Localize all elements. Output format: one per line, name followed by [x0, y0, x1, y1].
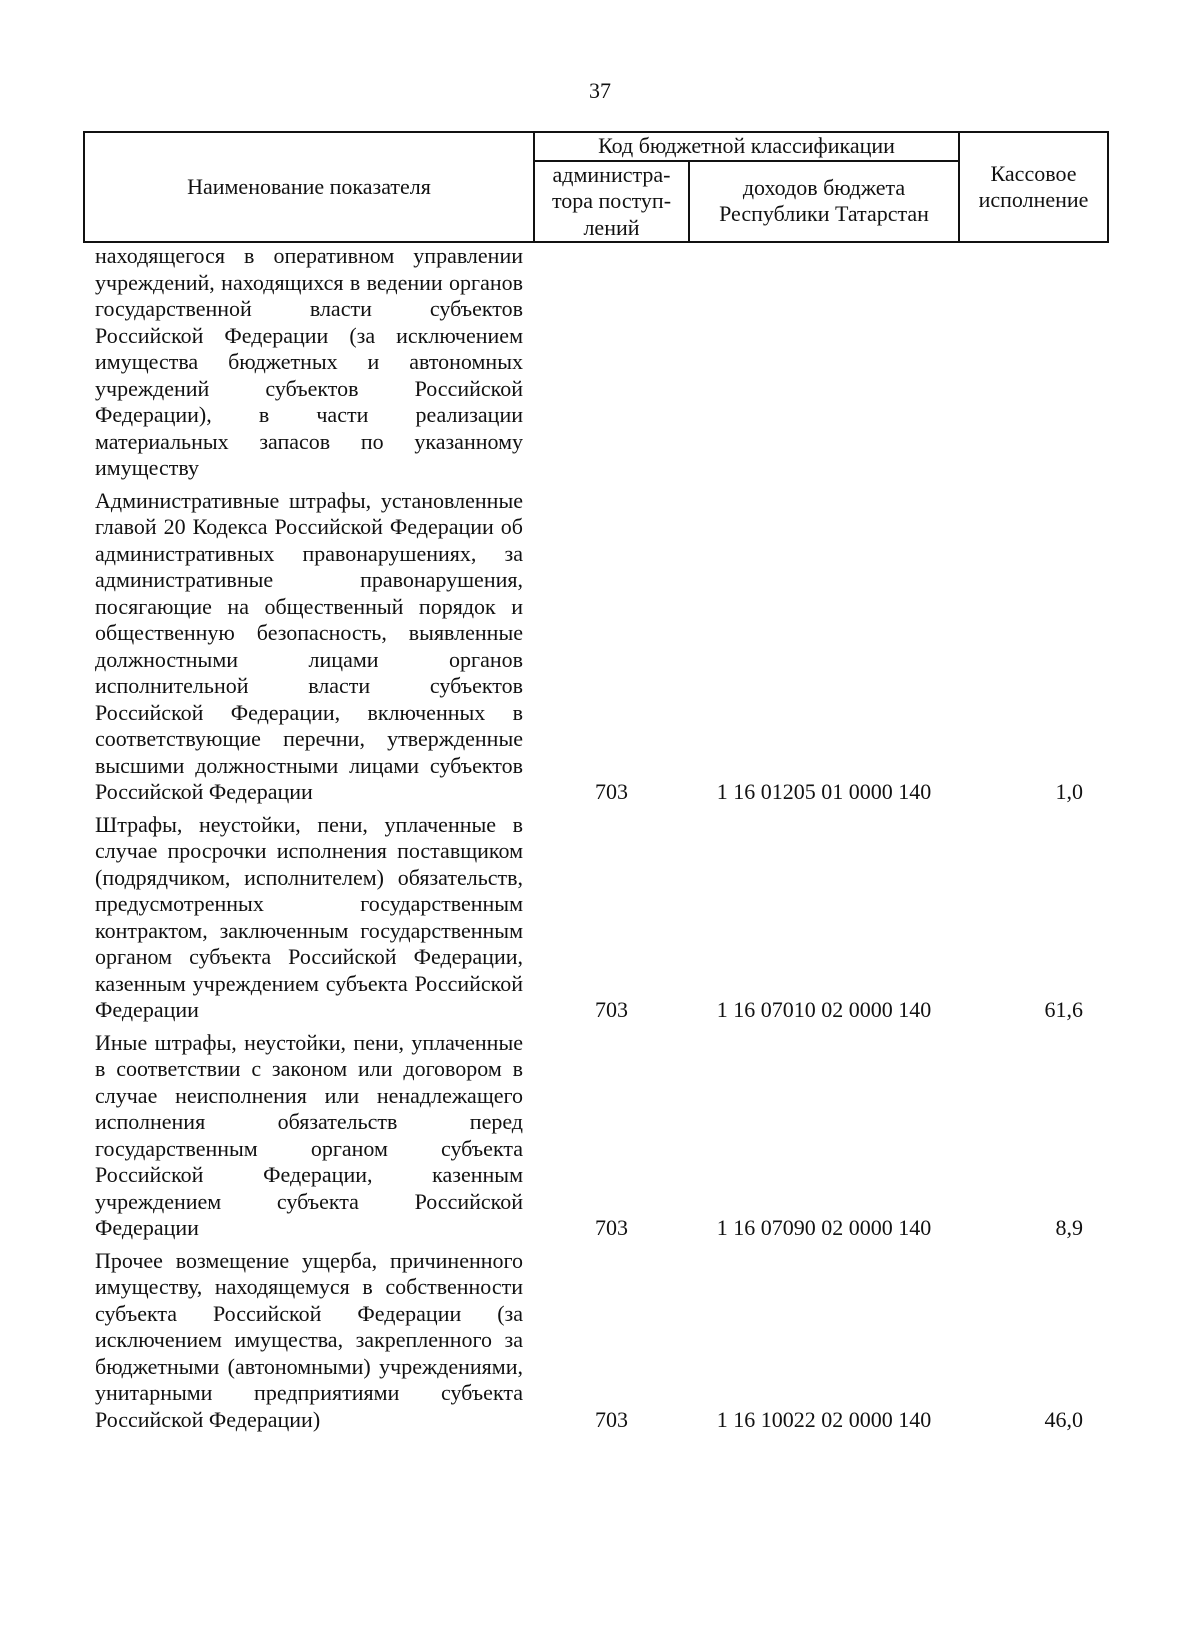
budget-table [83, 131, 1109, 1439]
row-name: Иные штрафы, неустойки, пени, уплаченные в соответствии с законом или договором в случае неисполнения или ненадлежащего исполнения обязательств перед государственным органом субъекта Российской Федерации, казенным учреждением субъекта Российской Федерации [95, 1029, 523, 1240]
header-execution: Кассовое исполнение [959, 132, 1108, 242]
row-revenue-code: 1 16 07090 02 0000 140 [716, 1215, 932, 1240]
row-revenue-code: 1 16 07010 02 0000 140 [716, 997, 932, 1022]
row-admin-code: 703 [595, 997, 628, 1022]
page-number: 37 [589, 78, 611, 103]
table-row [84, 488, 1108, 812]
table-row [84, 812, 1108, 1030]
row-execution: 1,0 [1055, 779, 1084, 804]
row-name: находящегося в оперативном управлении учреждений, находящихся в ведении органов государственной власти субъектов Российской Федерации (за исключением имущества бюджетных и автономных учреждений субъектов Российской Федерации), в части реализации материальных запасов по указанному имуществу [95, 243, 523, 480]
table-header [84, 132, 1108, 242]
header-name: Наименование показателя [84, 132, 534, 242]
row-execution: 46,0 [1044, 1406, 1084, 1432]
row-name: Прочее возмещение ущерба, причиненного имуществу, находящемуся в собственности субъекта Российской Федерации (за исключением имущества, закрепленного за бюджетными (автономными) учреждениями, унитарными предприятиями субъекта Российской Федерации) [95, 1247, 523, 1432]
row-name: Штрафы, неустойки, пени, уплаченные в случае просрочки исполнения поставщиком (подрядчиком, исполнителем) обязательств, предусмотренных государственным контрактом, заключенным государственным органом субъекта Российской Федерации, казенным учреждением субъекта Российской Федерации [95, 811, 523, 1022]
row-execution: 8,9 [1055, 1215, 1084, 1240]
row-name: Административные штрафы, установленные главой 20 Кодекса Российской Федерации об административных правонарушениях, за административные правонарушения, посягающие на общественный порядок и общественную безопасность, выявленные должностными лицами органов исполнительной власти субъектов Российской Федерации, включенных в соответствующие перечни, утвержденные высшими должностными лицами субъектов Российской Федерации [95, 487, 523, 804]
table-row [84, 242, 1108, 488]
row-execution: 61,6 [1044, 997, 1084, 1022]
header-admin: администра-тора поступ-лений [534, 161, 689, 243]
row-admin-code [534, 242, 689, 488]
header-code-group: Код бюджетной классификации [534, 132, 959, 161]
table-row [84, 1248, 1108, 1440]
row-revenue-code [689, 242, 959, 488]
header-revenue: доходов бюджета Республики Татарстан [689, 161, 959, 243]
table-row [84, 1030, 1108, 1248]
row-admin-code: 703 [595, 1406, 628, 1432]
row-revenue-code: 1 16 01205 01 0000 140 [716, 779, 932, 804]
row-revenue-code: 1 16 10022 02 0000 140 [716, 1406, 932, 1432]
row-admin-code: 703 [595, 1215, 628, 1240]
row-admin-code: 703 [595, 779, 628, 804]
row-execution [959, 242, 1108, 488]
